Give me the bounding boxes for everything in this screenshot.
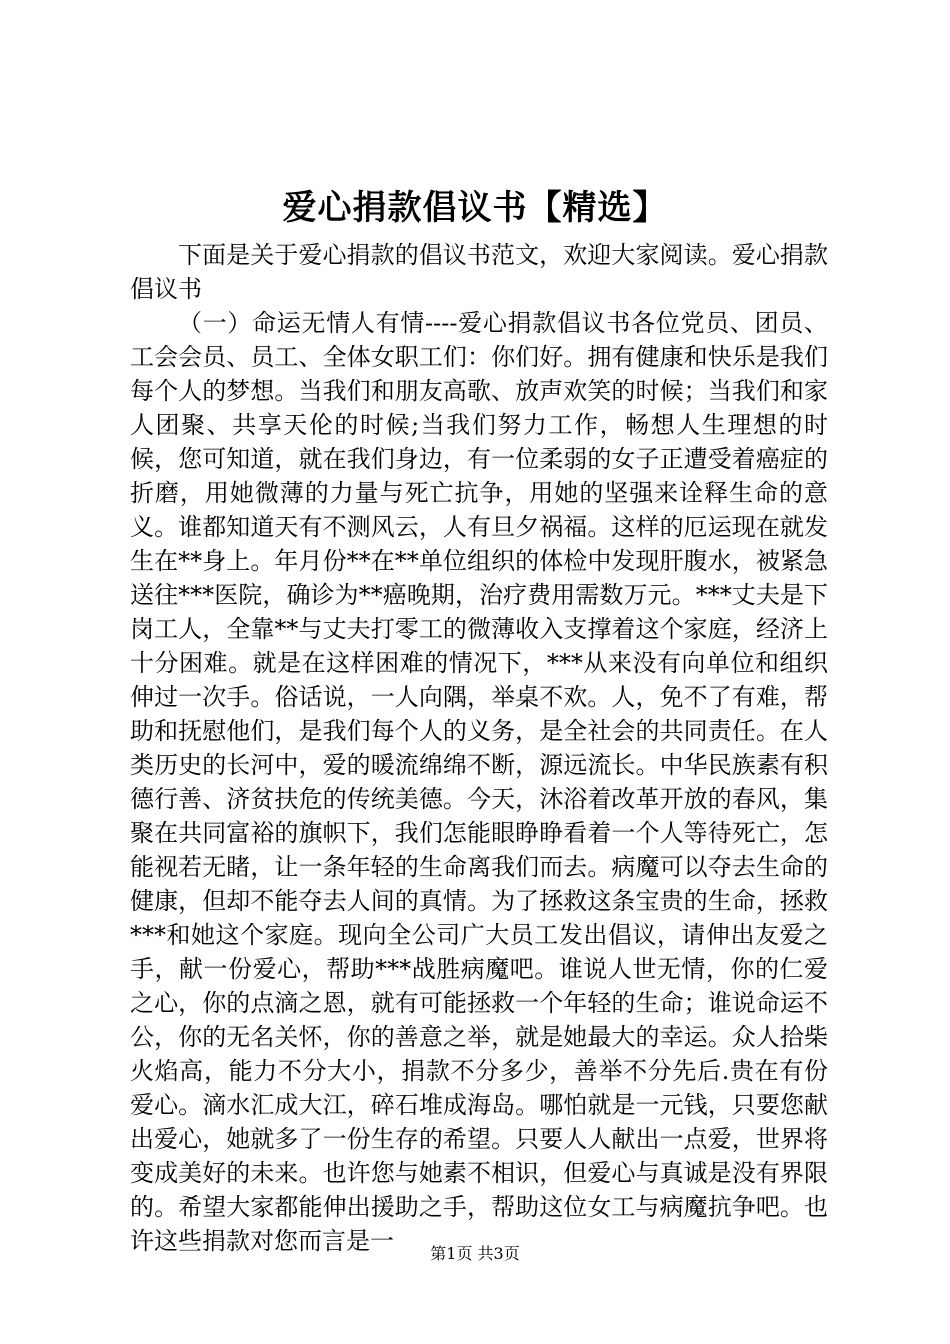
document-body — [130, 238, 828, 1258]
intro-paragraph: 下面是关于爱心捐款的倡议书范文，欢迎大家阅读。爱心捐款倡议书 — [130, 241, 828, 303]
body-paragraph: （一）命运无情人有情----爱心捐款倡议书各位党员、团员、工会会员、员工、全体女职工们：你们好。拥有健康和快乐是我们每个人的梦想。当我们和朋友高歌、放声欢笑的时候；当我们和家人团聚、共享天伦的时候;当我们努力工作，畅想人生理想的时候，您可知道，就在我们身边，有一位柔弱的女子正遭受着癌症的折磨，用她微薄的力量与死亡抗争，用她的坚强来诠释生命的意义。谁都知道天有不测风云，人有旦夕祸福。这样的厄运现在就发生在**身上。年月份**在**单位组织的体检中发现肝腹水，被紧急送往***医院，确诊为**癌晚期，治疗费用需数万元。***丈夫是下岗工人，全靠**与丈夫打零工的微薄收入支撑着这个家庭，经济上十分困难。就是在这样困难的情况下，***从来没有向单位和组织伸过一次手。俗话说，一人向隅，举桌不欢。人，免不了有难，帮助和抚慰他们，是我们每个人的义务，是全社会的共同责任。在人类历史的长河中，爱的暖流绵绵不断，源远流长。中华民族素有积德行善、济贫扶危的传统美德。今天，沐浴着改革开放的春风，集聚在共同富裕的旗帜下，我们怎能眼睁睁看着一个人等待死亡，怎能视若无睹，让一条年轻的生命离我们而去。病魔可以夺去生命的健康，但却不能夺去人间的真情。为了拯救这条宝贵的生命，拯救***和她这个家庭。现向全公司广大员工发出倡议，请伸出友爱之手，献一份爱心，帮助***战胜病魔吧。谁说人世无情，你的仁爱之心，你的点滴之恩，就有可能拯救一个年轻的生命；谁说命运不公，你的无名关怀，你的善意之举，就是她最大的幸运。众人拾柴火焰高，能力不分大小，捐款不分多少，善举不分先后.贵在有份爱心。滴水汇成大江，碎石堆成海岛。哪怕就是一元钱，只要您献出爱心，她就多了一份生存的希望。只要人人献出一点爱，世界将变成美好的未来。也许您与她素不相识，但爱心与真诚是没有界限的。希望大家都能伸出援助之手，帮助这位女工与病魔抗争吧。也许这些捐款对您而言是一 — [130, 309, 828, 1255]
page-footer: 第1页 共3页 — [430, 1244, 520, 1263]
document-title: 爱心捐款倡议书【精选】 — [282, 188, 668, 228]
